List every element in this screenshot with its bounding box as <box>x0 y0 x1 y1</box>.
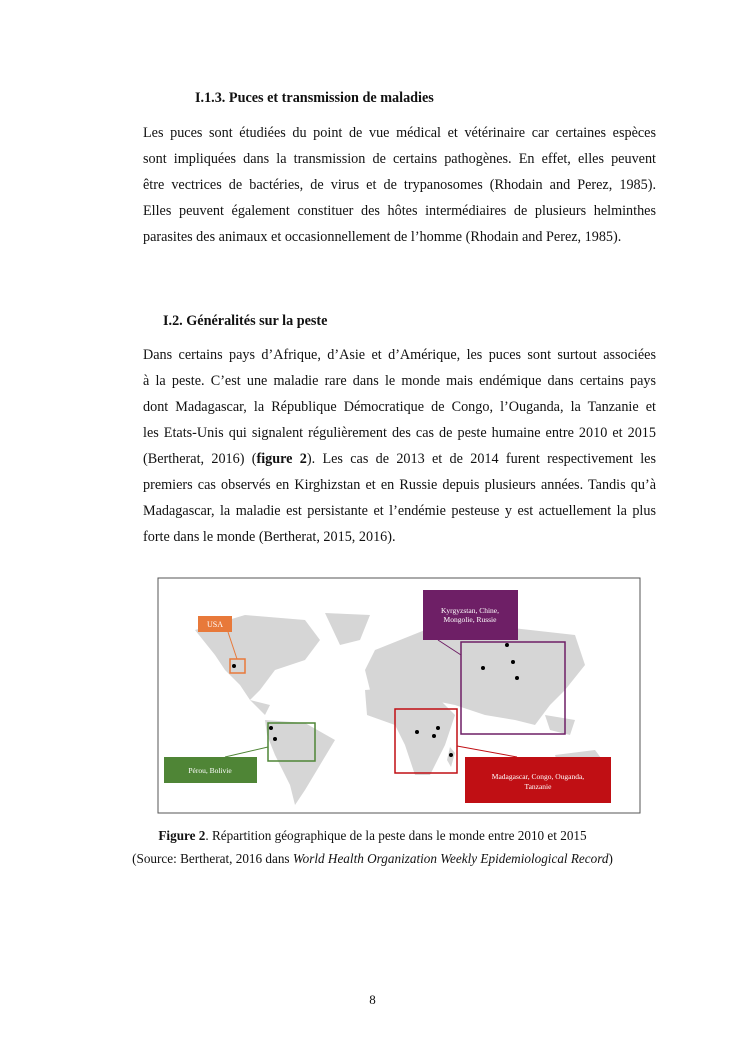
asia-label-line1: Kyrgyzstan, Chine, <box>441 606 499 615</box>
plague-case-marker <box>511 660 515 664</box>
page-number: 8 <box>369 992 376 1007</box>
figure-label: Figure 2 <box>158 828 206 843</box>
text-line: Madagascar, la maladie est persistante et l’endémie pesteuse y est actuellement la plus <box>143 503 656 519</box>
caption-text: . Répartition géographique de la peste dans le monde entre 2010 et 2015 <box>205 828 587 843</box>
plague-case-marker <box>449 753 453 757</box>
plague-case-marker <box>273 737 277 741</box>
section-heading-1-2: I.2. Généralités sur la peste <box>163 313 328 329</box>
text-line: Elles peuvent également constituer des hôtes intermédiaires de plusieurs helminthes <box>143 203 656 219</box>
paragraph-generalites-peste <box>143 342 656 550</box>
plague-case-marker <box>232 664 236 668</box>
text-line <box>143 446 656 472</box>
text-line: parasites des animaux et occasionnellement de l’homme (Rhodain and Perez, 1985). <box>143 229 622 245</box>
figure-reference: figure 2 <box>256 451 307 467</box>
source-text: ) <box>608 851 613 866</box>
asia-label-line2: Mongolie, Russie <box>443 615 497 624</box>
plague-world-map-figure <box>155 575 645 820</box>
text-line: à la peste. C’est une maladie rare dans le monde mais endémique dans certains pays <box>143 373 656 389</box>
text-line: être vectrices de bactéries, de virus et de trypanosomes (Rhodain and Perez, 1985). <box>143 177 656 193</box>
africa-label-line2: Tanzanie <box>524 782 552 791</box>
text: (Bertherat, 2016) ( <box>143 451 257 467</box>
figure-caption <box>0 828 745 844</box>
plague-case-marker <box>505 643 509 647</box>
africa-label-line1: Madagascar, Congo, Ouganda, <box>491 772 585 781</box>
paragraph-puces-transmission <box>143 120 656 250</box>
text-line: dont Madagascar, la République Démocratique de Congo, l’Ouganda, la Tanzanie et <box>143 399 656 415</box>
text-line: Dans certains pays d’Afrique, d’Asie et d’Amérique, les puces sont surtout associées <box>143 347 656 363</box>
plague-case-marker <box>432 734 436 738</box>
plague-case-marker <box>436 726 440 730</box>
source-text: (Source: Bertherat, 2016 dans <box>132 851 293 866</box>
text-line: premiers cas observés en Kirghizstan et en Russie depuis plusieurs années. Tandis qu’à <box>143 477 656 493</box>
plague-case-marker <box>415 730 419 734</box>
text: ). Les cas de 2013 et de 2014 furent respectivement les <box>306 451 656 467</box>
text-line: forte dans le monde (Bertherat, 2015, 2016). <box>143 529 396 545</box>
usa-label: USA <box>206 620 224 629</box>
text-line: sont impliquées dans la transmission de certains pathogènes. En effet, elles peuvent <box>143 151 656 167</box>
text-line: Les puces sont étudiées du point de vue médical et vétérinaire car certaines espèces <box>143 125 656 141</box>
text-line: les Etats-Unis qui signalent régulièrement des cas de peste humaine entre 2010 et 2015 <box>143 425 656 441</box>
plague-case-marker <box>269 726 273 730</box>
plague-case-marker <box>481 666 485 670</box>
plague-case-marker <box>515 676 519 680</box>
south-america-label: Pérou, Bolivie <box>188 766 232 775</box>
section-heading-1-1-3: I.1.3. Puces et transmission de maladies <box>195 90 434 106</box>
figure-source <box>0 851 745 867</box>
source-publication: World Health Organization Weekly Epidemiological Record <box>292 851 609 866</box>
